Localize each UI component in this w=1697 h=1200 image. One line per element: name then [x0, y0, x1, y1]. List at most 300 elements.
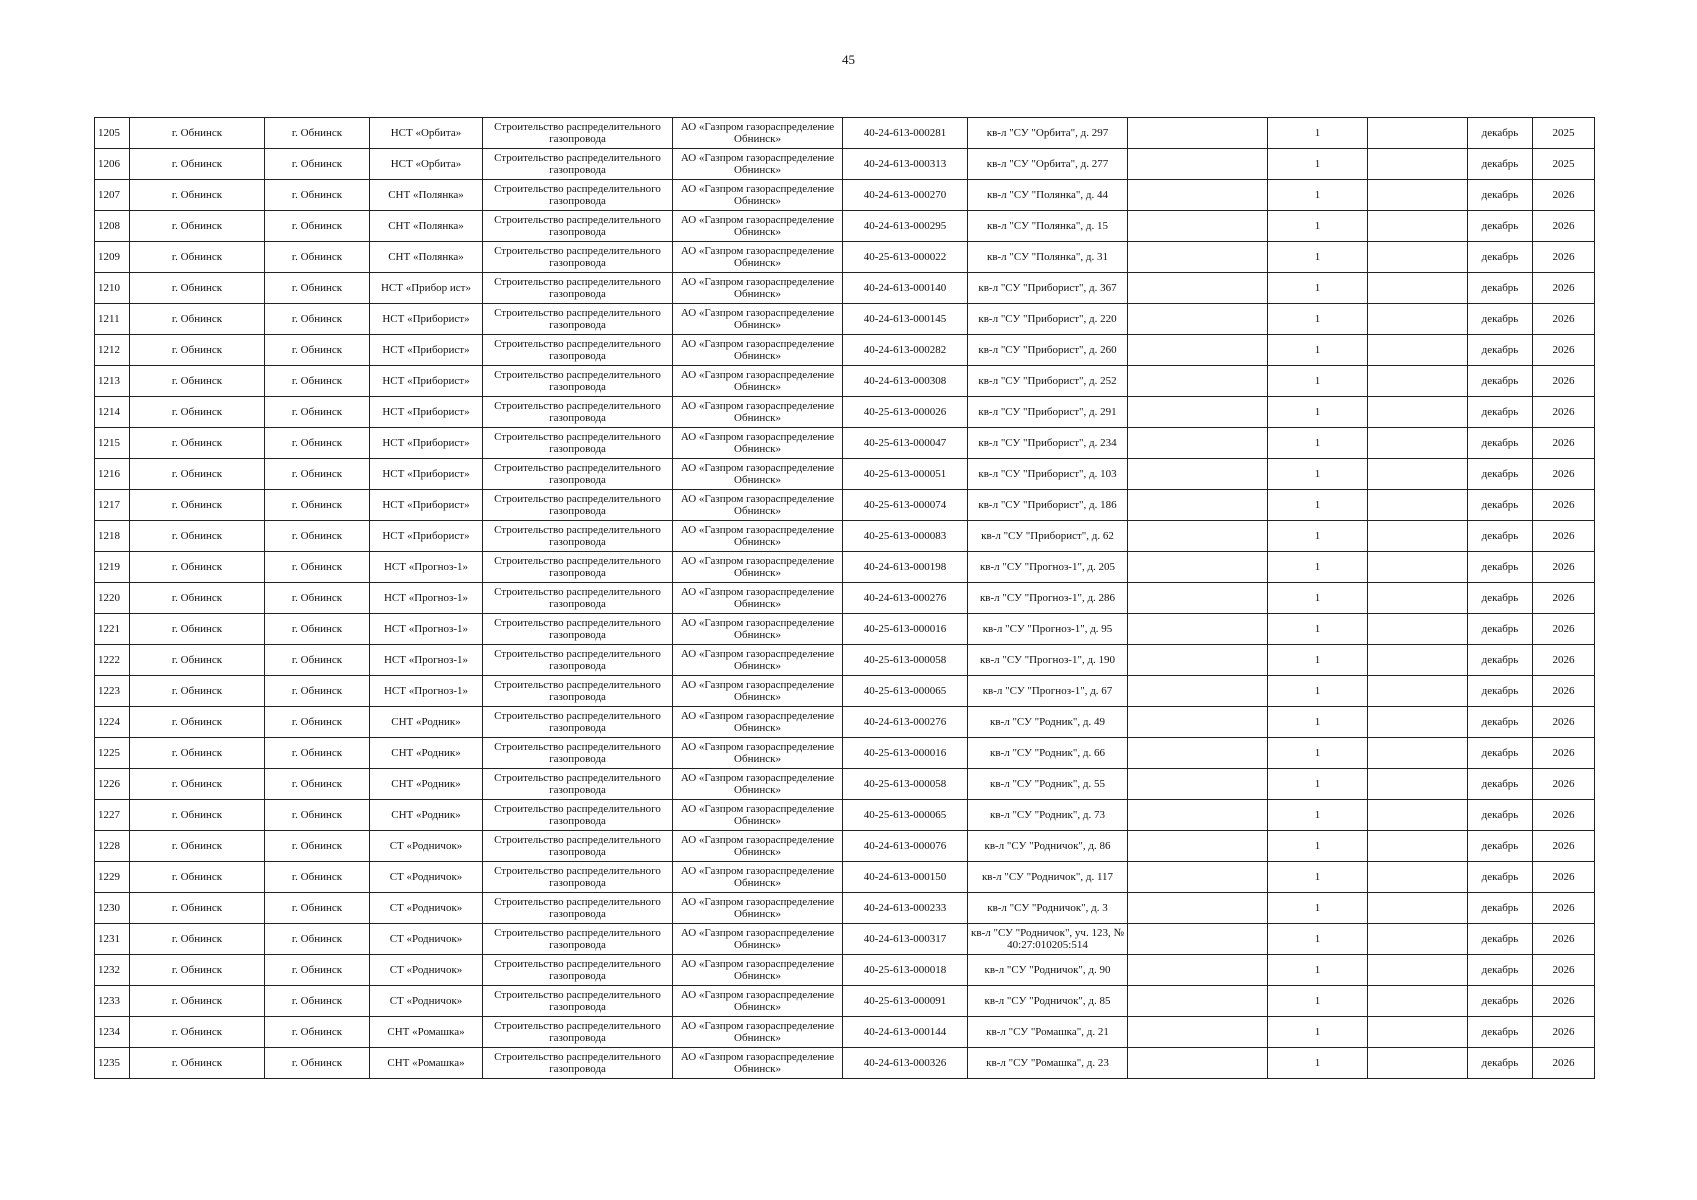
district-cell: г. Обнинск [130, 273, 265, 304]
address-cell: кв-л "СУ "Ромашка", д. 23 [968, 1048, 1128, 1079]
empty-cell [1368, 335, 1468, 366]
year-cell: 2026 [1533, 180, 1595, 211]
partnership-cell: НСТ «Приборист» [370, 459, 483, 490]
work-type-cell: Строительство распределительного газопровода [483, 800, 673, 831]
object-code-cell: 40-25-613-000016 [843, 614, 968, 645]
settlement-cell: г. Обнинск [265, 862, 370, 893]
address-cell: кв-л "СУ "Родник", д. 66 [968, 738, 1128, 769]
work-type-cell: Строительство распределительного газопровода [483, 676, 673, 707]
address-cell: кв-л "СУ "Родничок", д. 86 [968, 831, 1128, 862]
empty-cell [1368, 118, 1468, 149]
partnership-cell: НСТ «Орбита» [370, 118, 483, 149]
quantity-cell: 1 [1268, 459, 1368, 490]
quantity-cell: 1 [1268, 397, 1368, 428]
work-type-cell: Строительство распределительного газопровода [483, 304, 673, 335]
row-number: 1230 [95, 893, 130, 924]
settlement-cell: г. Обнинск [265, 1017, 370, 1048]
row-number: 1217 [95, 490, 130, 521]
work-type-cell: Строительство распределительного газопровода [483, 738, 673, 769]
object-code-cell: 40-25-613-000047 [843, 428, 968, 459]
district-cell: г. Обнинск [130, 1017, 265, 1048]
year-cell: 2026 [1533, 676, 1595, 707]
operator-cell: АО «Газпром газораспределение Обнинск» [673, 831, 843, 862]
year-cell: 2026 [1533, 397, 1595, 428]
settlement-cell: г. Обнинск [265, 955, 370, 986]
address-cell: кв-л "СУ "Полянка", д. 44 [968, 180, 1128, 211]
empty-cell [1128, 1017, 1268, 1048]
year-cell: 2026 [1533, 273, 1595, 304]
empty-cell [1368, 1048, 1468, 1079]
year-cell: 2025 [1533, 149, 1595, 180]
quantity-cell: 1 [1268, 149, 1368, 180]
district-cell: г. Обнинск [130, 397, 265, 428]
empty-cell [1128, 459, 1268, 490]
month-cell: декабрь [1468, 707, 1533, 738]
district-cell: г. Обнинск [130, 335, 265, 366]
settlement-cell: г. Обнинск [265, 614, 370, 645]
table-row [95, 924, 1595, 955]
month-cell: декабрь [1468, 955, 1533, 986]
empty-cell [1128, 118, 1268, 149]
partnership-cell: НСТ «Прогноз-1» [370, 676, 483, 707]
month-cell: декабрь [1468, 459, 1533, 490]
year-cell: 2026 [1533, 459, 1595, 490]
object-code-cell: 40-24-613-000313 [843, 149, 968, 180]
settlement-cell: г. Обнинск [265, 149, 370, 180]
address-cell: кв-л "СУ "Приборист", д. 260 [968, 335, 1128, 366]
partnership-cell: СНТ «Ромашка» [370, 1048, 483, 1079]
partnership-cell: НСТ «Приборист» [370, 397, 483, 428]
partnership-cell: СНТ «Родник» [370, 769, 483, 800]
operator-cell: АО «Газпром газораспределение Обнинск» [673, 924, 843, 955]
settlement-cell: г. Обнинск [265, 428, 370, 459]
table-row [95, 366, 1595, 397]
empty-cell [1368, 676, 1468, 707]
quantity-cell: 1 [1268, 1048, 1368, 1079]
address-cell: кв-л "СУ "Ромашка", д. 21 [968, 1017, 1128, 1048]
table-row [95, 676, 1595, 707]
quantity-cell: 1 [1268, 707, 1368, 738]
object-code-cell: 40-25-613-000074 [843, 490, 968, 521]
month-cell: декабрь [1468, 676, 1533, 707]
empty-cell [1368, 1017, 1468, 1048]
empty-cell [1368, 304, 1468, 335]
empty-cell [1128, 986, 1268, 1017]
empty-cell [1128, 180, 1268, 211]
district-cell: г. Обнинск [130, 211, 265, 242]
row-number: 1208 [95, 211, 130, 242]
month-cell: декабрь [1468, 304, 1533, 335]
empty-cell [1128, 893, 1268, 924]
table-row [95, 738, 1595, 769]
partnership-cell: СТ «Родничок» [370, 831, 483, 862]
operator-cell: АО «Газпром газораспределение Обнинск» [673, 335, 843, 366]
operator-cell: АО «Газпром газораспределение Обнинск» [673, 397, 843, 428]
table-row [95, 583, 1595, 614]
row-number: 1214 [95, 397, 130, 428]
year-cell: 2026 [1533, 1017, 1595, 1048]
object-code-cell: 40-24-613-000076 [843, 831, 968, 862]
district-cell: г. Обнинск [130, 118, 265, 149]
object-code-cell: 40-24-613-000308 [843, 366, 968, 397]
object-code-cell: 40-24-613-000145 [843, 304, 968, 335]
object-code-cell: 40-24-613-000140 [843, 273, 968, 304]
work-type-cell: Строительство распределительного газопровода [483, 924, 673, 955]
operator-cell: АО «Газпром газораспределение Обнинск» [673, 366, 843, 397]
settlement-cell: г. Обнинск [265, 397, 370, 428]
address-cell: кв-л "СУ "Родничок", д. 85 [968, 986, 1128, 1017]
month-cell: декабрь [1468, 583, 1533, 614]
operator-cell: АО «Газпром газораспределение Обнинск» [673, 1048, 843, 1079]
object-code-cell: 40-25-613-000016 [843, 738, 968, 769]
month-cell: декабрь [1468, 800, 1533, 831]
empty-cell [1128, 738, 1268, 769]
work-type-cell: Строительство распределительного газопровода [483, 614, 673, 645]
district-cell: г. Обнинск [130, 800, 265, 831]
empty-cell [1368, 583, 1468, 614]
empty-cell [1368, 862, 1468, 893]
empty-cell [1128, 552, 1268, 583]
partnership-cell: СНТ «Ромашка» [370, 1017, 483, 1048]
row-number: 1213 [95, 366, 130, 397]
year-cell: 2026 [1533, 490, 1595, 521]
operator-cell: АО «Газпром газораспределение Обнинск» [673, 769, 843, 800]
object-code-cell: 40-25-613-000091 [843, 986, 968, 1017]
address-cell: кв-л "СУ "Полянка", д. 15 [968, 211, 1128, 242]
page-number: 45 [842, 52, 855, 67]
district-cell: г. Обнинск [130, 676, 265, 707]
district-cell: г. Обнинск [130, 490, 265, 521]
row-number: 1219 [95, 552, 130, 583]
row-number: 1209 [95, 242, 130, 273]
empty-cell [1128, 583, 1268, 614]
object-code-cell: 40-24-613-000150 [843, 862, 968, 893]
empty-cell [1368, 397, 1468, 428]
address-cell: кв-л "СУ "Приборист", д. 62 [968, 521, 1128, 552]
quantity-cell: 1 [1268, 862, 1368, 893]
operator-cell: АО «Газпром газораспределение Обнинск» [673, 1017, 843, 1048]
empty-cell [1128, 366, 1268, 397]
settlement-cell: г. Обнинск [265, 893, 370, 924]
month-cell: декабрь [1468, 1048, 1533, 1079]
address-cell: кв-л "СУ "Приборист", д. 252 [968, 366, 1128, 397]
year-cell: 2026 [1533, 304, 1595, 335]
address-cell: кв-л "СУ "Прогноз-1", д. 67 [968, 676, 1128, 707]
empty-cell [1128, 428, 1268, 459]
row-number: 1233 [95, 986, 130, 1017]
empty-cell [1128, 211, 1268, 242]
settlement-cell: г. Обнинск [265, 738, 370, 769]
work-type-cell: Строительство распределительного газопровода [483, 1017, 673, 1048]
empty-cell [1368, 521, 1468, 552]
empty-cell [1128, 614, 1268, 645]
month-cell: декабрь [1468, 924, 1533, 955]
row-number: 1232 [95, 955, 130, 986]
row-number: 1234 [95, 1017, 130, 1048]
work-type-cell: Строительство распределительного газопровода [483, 242, 673, 273]
table-row [95, 242, 1595, 273]
row-number: 1222 [95, 645, 130, 676]
object-code-cell: 40-24-613-000326 [843, 1048, 968, 1079]
operator-cell: АО «Газпром газораспределение Обнинск» [673, 955, 843, 986]
object-code-cell: 40-25-613-000083 [843, 521, 968, 552]
quantity-cell: 1 [1268, 924, 1368, 955]
year-cell: 2026 [1533, 242, 1595, 273]
partnership-cell: СНТ «Полянка» [370, 180, 483, 211]
quantity-cell: 1 [1268, 428, 1368, 459]
district-cell: г. Обнинск [130, 769, 265, 800]
partnership-cell: НСТ «Приборист» [370, 366, 483, 397]
district-cell: г. Обнинск [130, 366, 265, 397]
work-type-cell: Строительство распределительного газопровода [483, 366, 673, 397]
object-code-cell: 40-24-613-000233 [843, 893, 968, 924]
row-number: 1220 [95, 583, 130, 614]
partnership-cell: НСТ «Прогноз-1» [370, 552, 483, 583]
table-row [95, 800, 1595, 831]
operator-cell: АО «Газпром газораспределение Обнинск» [673, 645, 843, 676]
empty-cell [1368, 149, 1468, 180]
partnership-cell: СНТ «Родник» [370, 738, 483, 769]
district-cell: г. Обнинск [130, 149, 265, 180]
partnership-cell: НСТ «Орбита» [370, 149, 483, 180]
quantity-cell: 1 [1268, 583, 1368, 614]
quantity-cell: 1 [1268, 738, 1368, 769]
operator-cell: АО «Газпром газораспределение Обнинск» [673, 583, 843, 614]
settlement-cell: г. Обнинск [265, 800, 370, 831]
operator-cell: АО «Газпром газораспределение Обнинск» [673, 552, 843, 583]
district-cell: г. Обнинск [130, 645, 265, 676]
month-cell: декабрь [1468, 335, 1533, 366]
quantity-cell: 1 [1268, 211, 1368, 242]
address-cell: кв-л "СУ "Приборист", д. 367 [968, 273, 1128, 304]
district-cell: г. Обнинск [130, 738, 265, 769]
work-type-cell: Строительство распределительного газопровода [483, 459, 673, 490]
empty-cell [1368, 645, 1468, 676]
operator-cell: АО «Газпром газораспределение Обнинск» [673, 738, 843, 769]
table-row [95, 986, 1595, 1017]
month-cell: декабрь [1468, 831, 1533, 862]
address-cell: кв-л "СУ "Родничок", д. 117 [968, 862, 1128, 893]
year-cell: 2026 [1533, 552, 1595, 583]
object-code-cell: 40-24-613-000282 [843, 335, 968, 366]
settlement-cell: г. Обнинск [265, 769, 370, 800]
operator-cell: АО «Газпром газораспределение Обнинск» [673, 707, 843, 738]
table-row [95, 862, 1595, 893]
year-cell: 2026 [1533, 428, 1595, 459]
settlement-cell: г. Обнинск [265, 1048, 370, 1079]
month-cell: декабрь [1468, 986, 1533, 1017]
empty-cell [1128, 707, 1268, 738]
district-cell: г. Обнинск [130, 924, 265, 955]
settlement-cell: г. Обнинск [265, 986, 370, 1017]
year-cell: 2026 [1533, 986, 1595, 1017]
quantity-cell: 1 [1268, 800, 1368, 831]
partnership-cell: НСТ «Приборист» [370, 428, 483, 459]
empty-cell [1128, 1048, 1268, 1079]
year-cell: 2026 [1533, 335, 1595, 366]
operator-cell: АО «Газпром газораспределение Обнинск» [673, 273, 843, 304]
district-cell: г. Обнинск [130, 893, 265, 924]
partnership-cell: СНТ «Родник» [370, 707, 483, 738]
year-cell: 2026 [1533, 211, 1595, 242]
row-number: 1228 [95, 831, 130, 862]
settlement-cell: г. Обнинск [265, 490, 370, 521]
address-cell: кв-л "СУ "Приборист", д. 220 [968, 304, 1128, 335]
quantity-cell: 1 [1268, 521, 1368, 552]
address-cell: кв-л "СУ "Родник", д. 55 [968, 769, 1128, 800]
year-cell: 2026 [1533, 521, 1595, 552]
object-code-cell: 40-24-613-000198 [843, 552, 968, 583]
operator-cell: АО «Газпром газораспределение Обнинск» [673, 118, 843, 149]
district-cell: г. Обнинск [130, 707, 265, 738]
table-body [95, 118, 1595, 1079]
year-cell: 2026 [1533, 1048, 1595, 1079]
district-cell: г. Обнинск [130, 986, 265, 1017]
empty-cell [1368, 211, 1468, 242]
address-cell: кв-л "СУ "Прогноз-1", д. 95 [968, 614, 1128, 645]
settlement-cell: г. Обнинск [265, 831, 370, 862]
object-code-cell: 40-25-613-000018 [843, 955, 968, 986]
settlement-cell: г. Обнинск [265, 552, 370, 583]
empty-cell [1368, 738, 1468, 769]
empty-cell [1368, 366, 1468, 397]
year-cell: 2026 [1533, 800, 1595, 831]
empty-cell [1368, 490, 1468, 521]
month-cell: декабрь [1468, 1017, 1533, 1048]
quantity-cell: 1 [1268, 645, 1368, 676]
settlement-cell: г. Обнинск [265, 242, 370, 273]
empty-cell [1368, 924, 1468, 955]
quantity-cell: 1 [1268, 490, 1368, 521]
district-cell: г. Обнинск [130, 1048, 265, 1079]
district-cell: г. Обнинск [130, 614, 265, 645]
operator-cell: АО «Газпром газораспределение Обнинск» [673, 986, 843, 1017]
partnership-cell: СТ «Родничок» [370, 986, 483, 1017]
empty-cell [1128, 304, 1268, 335]
district-cell: г. Обнинск [130, 955, 265, 986]
object-code-cell: 40-25-613-000058 [843, 645, 968, 676]
table-row [95, 1017, 1595, 1048]
row-number: 1227 [95, 800, 130, 831]
quantity-cell: 1 [1268, 1017, 1368, 1048]
empty-cell [1368, 800, 1468, 831]
empty-cell [1128, 490, 1268, 521]
year-cell: 2026 [1533, 583, 1595, 614]
month-cell: декабрь [1468, 211, 1533, 242]
quantity-cell: 1 [1268, 552, 1368, 583]
address-cell: кв-л "СУ "Полянка", д. 31 [968, 242, 1128, 273]
work-type-cell: Строительство распределительного газопровода [483, 428, 673, 459]
row-number: 1218 [95, 521, 130, 552]
empty-cell [1128, 645, 1268, 676]
month-cell: декабрь [1468, 273, 1533, 304]
row-number: 1211 [95, 304, 130, 335]
work-type-cell: Строительство распределительного газопровода [483, 521, 673, 552]
empty-cell [1368, 428, 1468, 459]
settlement-cell: г. Обнинск [265, 366, 370, 397]
address-cell: кв-л "СУ "Родничок", д. 3 [968, 893, 1128, 924]
work-type-cell: Строительство распределительного газопровода [483, 273, 673, 304]
partnership-cell: СНТ «Родник» [370, 800, 483, 831]
month-cell: декабрь [1468, 862, 1533, 893]
district-cell: г. Обнинск [130, 831, 265, 862]
empty-cell [1128, 676, 1268, 707]
year-cell: 2026 [1533, 862, 1595, 893]
address-cell: кв-л "СУ "Прогноз-1", д. 286 [968, 583, 1128, 614]
partnership-cell: НСТ «Прибор ист» [370, 273, 483, 304]
month-cell: декабрь [1468, 397, 1533, 428]
object-code-cell: 40-25-613-000058 [843, 769, 968, 800]
table-row [95, 769, 1595, 800]
row-number: 1224 [95, 707, 130, 738]
settlement-cell: г. Обнинск [265, 459, 370, 490]
empty-cell [1128, 149, 1268, 180]
month-cell: декабрь [1468, 242, 1533, 273]
empty-cell [1368, 707, 1468, 738]
table-row [95, 304, 1595, 335]
object-code-cell: 40-24-613-000276 [843, 707, 968, 738]
quantity-cell: 1 [1268, 614, 1368, 645]
work-type-cell: Строительство распределительного газопровода [483, 707, 673, 738]
address-cell: кв-л "СУ "Прогноз-1", д. 190 [968, 645, 1128, 676]
work-type-cell: Строительство распределительного газопровода [483, 490, 673, 521]
object-code-cell: 40-24-613-000270 [843, 180, 968, 211]
work-type-cell: Строительство распределительного газопровода [483, 180, 673, 211]
row-number: 1229 [95, 862, 130, 893]
address-cell: кв-л "СУ "Родничок", д. 90 [968, 955, 1128, 986]
operator-cell: АО «Газпром газораспределение Обнинск» [673, 304, 843, 335]
table-row [95, 707, 1595, 738]
quantity-cell: 1 [1268, 242, 1368, 273]
address-cell: кв-л "СУ "Орбита", д. 297 [968, 118, 1128, 149]
row-number: 1225 [95, 738, 130, 769]
address-cell: кв-л "СУ "Орбита", д. 277 [968, 149, 1128, 180]
object-code-cell: 40-24-613-000144 [843, 1017, 968, 1048]
empty-cell [1368, 459, 1468, 490]
settlement-cell: г. Обнинск [265, 707, 370, 738]
address-cell: кв-л "СУ "Приборист", д. 103 [968, 459, 1128, 490]
settlement-cell: г. Обнинск [265, 924, 370, 955]
quantity-cell: 1 [1268, 955, 1368, 986]
table-row [95, 614, 1595, 645]
quantity-cell: 1 [1268, 366, 1368, 397]
partnership-cell: СТ «Родничок» [370, 862, 483, 893]
settlement-cell: г. Обнинск [265, 211, 370, 242]
table-row [95, 273, 1595, 304]
work-type-cell: Строительство распределительного газопровода [483, 769, 673, 800]
partnership-cell: СТ «Родничок» [370, 955, 483, 986]
district-cell: г. Обнинск [130, 583, 265, 614]
row-number: 1206 [95, 149, 130, 180]
empty-cell [1128, 521, 1268, 552]
partnership-cell: НСТ «Приборист» [370, 490, 483, 521]
row-number: 1226 [95, 769, 130, 800]
work-type-cell: Строительство распределительного газопровода [483, 211, 673, 242]
partnership-cell: НСТ «Приборист» [370, 304, 483, 335]
address-cell: кв-л "СУ "Прогноз-1", д. 205 [968, 552, 1128, 583]
table-row [95, 335, 1595, 366]
empty-cell [1128, 831, 1268, 862]
month-cell: декабрь [1468, 149, 1533, 180]
month-cell: декабрь [1468, 893, 1533, 924]
month-cell: декабрь [1468, 118, 1533, 149]
year-cell: 2026 [1533, 893, 1595, 924]
address-cell: кв-л "СУ "Родничок", уч. 123, № 40:27:010205:514 [968, 924, 1128, 955]
table-row [95, 180, 1595, 211]
table-row [95, 521, 1595, 552]
object-code-cell: 40-24-613-000317 [843, 924, 968, 955]
settlement-cell: г. Обнинск [265, 335, 370, 366]
